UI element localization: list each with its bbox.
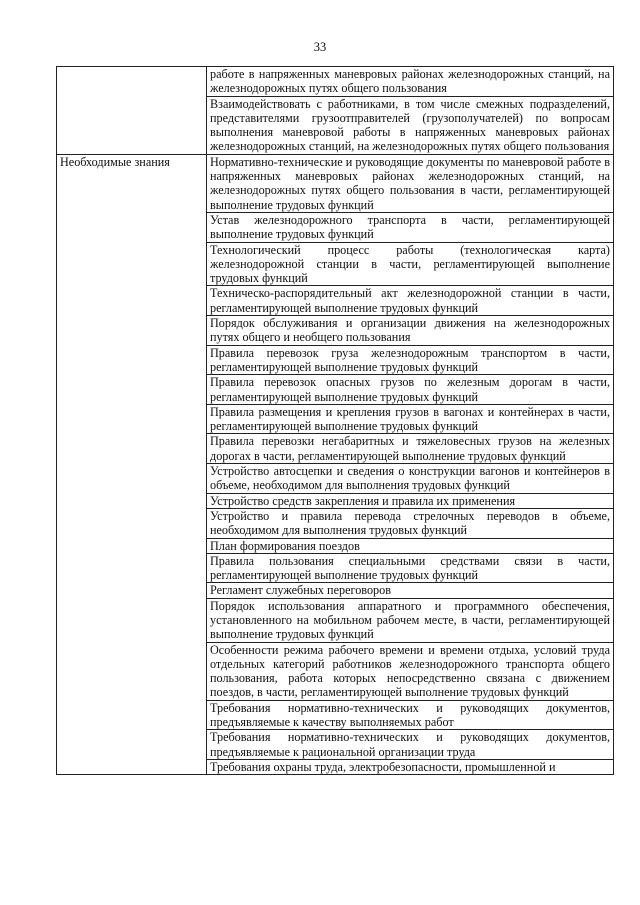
row-text: Техническо-распорядительный акт железнодорожной станции в части, регламентирующей выполнение трудовых функций xyxy=(207,286,614,316)
table-row xyxy=(57,67,614,97)
row-text: Правила перевозок опасных грузов по железным дорогам в части, регламентирующей выполнение трудовых функций xyxy=(207,375,614,405)
row-text: Технологический процесс работы (технологическая карта) железнодорожной станции в части, регламентирующей выполнение трудовых функций xyxy=(207,242,614,286)
table-body xyxy=(57,67,614,775)
row-text: Нормативно-технические и руководящие документы по маневровой работе в напряженных маневровых районах железнодорожных станций, на железнодорожных путях общего пользования в части, регламентирующей выполнение трудовых функций xyxy=(207,154,614,212)
row-text: Особенности режима рабочего времени и времени отдыха, условий труда отдельных категорий работников железнодорожного транспорта общего пользования, работа которых непосредственно связана с движением поездов, в части, регламентирующей выполнение трудовых функций xyxy=(207,642,614,700)
row-text: Регламент служебных переговоров xyxy=(207,583,614,598)
table-row xyxy=(57,154,614,212)
row-text: Устройство и правила перевода стрелочных переводов в объеме, необходимом для выполнения трудовых функций xyxy=(207,508,614,538)
row-text: Устройство средств закрепления и правила их применения xyxy=(207,493,614,508)
row-text: Взаимодействовать с работниками, в том числе смежных подразделений, представителями грузоотправителей (грузополучателей) по вопросам выполнения маневровой работы в напряженных маневровых районах железнодорожных станций, на железнодорожных путях общего пользования xyxy=(207,96,614,154)
row-label xyxy=(57,67,207,155)
row-text: Устройство автосцепки и сведения о конструкции вагонов и контейнеров в объеме, необходимом для выполнения трудовых функций xyxy=(207,464,614,494)
row-text: Правила пользования специальными средствами связи в части, регламентирующей выполнение трудовых функций xyxy=(207,553,614,583)
row-text: Порядок использования аппаратного и программного обеспечения, установленного на мобильном рабочем месте, в части, регламентирующей выполнение трудовых функций xyxy=(207,598,614,642)
row-text: План формирования поездов xyxy=(207,538,614,553)
row-label: Необходимые знания xyxy=(57,154,207,774)
row-text: Порядок обслуживания и организации движения на железнодорожных путях общего и необщего пользования xyxy=(207,316,614,346)
row-text: Правила перевозок груза железнодорожным транспортом в части, регламентирующей выполнение трудовых функций xyxy=(207,345,614,375)
competency-table xyxy=(56,66,614,775)
row-text: Правила размещения и крепления грузов в вагонах и контейнерах в части, регламентирующей выполнение трудовых функций xyxy=(207,404,614,434)
row-text: Требования нормативно-технических и руководящих документов, предъявляемые к качеству выполняемых работ xyxy=(207,700,614,730)
page-number: 33 xyxy=(313,40,327,54)
row-text: Правила перевозки негабаритных и тяжеловесных грузов на железных дорогах в части, регламентирующей выполнение трудовых функций xyxy=(207,434,614,464)
row-text: Требования охраны труда, электробезопасности, промышленной и xyxy=(207,759,614,774)
row-text: Требования нормативно-технических и руководящих документов, предъявляемые к рациональной организации труда xyxy=(207,730,614,760)
row-text: Устав железнодорожного транспорта в части, регламентирующей выполнение трудовых функций xyxy=(207,212,614,242)
row-text: работе в напряженных маневровых районах железнодорожных станций, на железнодорожных путях общего пользования xyxy=(207,67,614,97)
